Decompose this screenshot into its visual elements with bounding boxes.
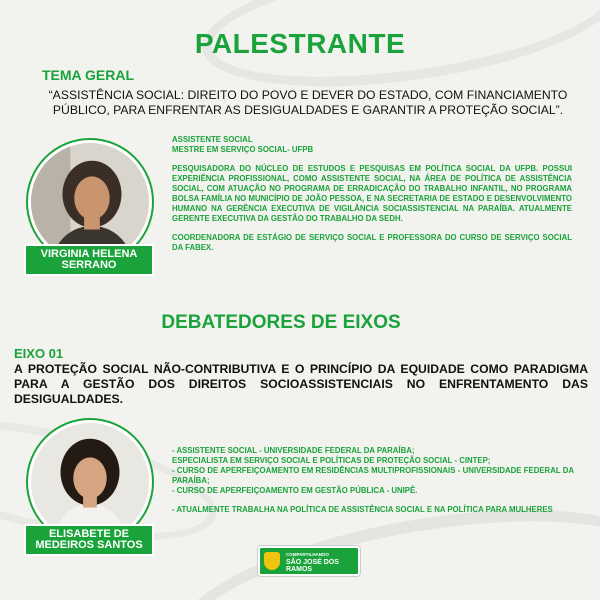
page-title: PALESTRANTE [194,28,406,59]
debater-line-2: ESPECIALISTA EM SERVIÇO SOCIAL E POLÍTICAS DE PROTEÇÃO SOCIAL - CINTEP; [172,456,491,465]
section-title: DEBATEDORES DE EIXOS [161,312,401,333]
debater-info [172,446,574,524]
speaker-card [24,140,160,270]
municipality-logo [258,546,360,576]
crest-icon [264,552,280,570]
speaker-bio: PESQUISADORA DO NÚCLEO DE ESTUDOS E PESQUISAS EM POLÍTICA SOCIAL DA UFPB. POSSUI EXPERIÊNCIA PROFISSIONAL, COMO ASSISTENTE SOCIAL, NA ÁREA DE POLÍTICA DE ASSISTÊNCIA SOCIAL, COM ATUAÇÃO NO PROGRAMA DE ERRADICAÇÃO DO TRABALHO INFANTIL, NO PROGRAMA BOLSA FAMÍLIA NO MUNICÍPIO DE JOÃO PESSOA, E NA SECRETARIA DE ESTADO E DESENVOLVIMENTO HUMANO NA GERÊNCIA EXECUTIVA DE VIGILÂNCIA SOCIASSISTENCIAL NA PARAÍBA. ATUALMENTE GERENTE EXECUTIVA DA GESTÃO DO TRABALHO DA SEDH. [172,164,572,223]
debater-name-badge: ELISABETE DE MEDEIROS SANTOS [24,524,154,556]
debater-line-4: - CURSO DE APERFEIÇOAMENTO EM GESTÃO PÚBLICA - UNIPÊ. [172,486,418,495]
debater-card [24,420,160,550]
speaker-role-2: MESTRE EM SERVIÇO SOCIAL- UFPB [172,145,314,154]
tema-label: TEMA GERAL [42,67,135,83]
speaker-name-badge: VIRGINIA HELENA SERRANO [24,244,154,276]
speaker-role-1: ASSISTENTE SOCIAL [172,135,253,144]
logo-line-1: COMPARTILHANDO [286,552,329,557]
debater-line-3: - CURSO DE APERFEIÇOAMENTO EM RESIDÊNCIAS MULTIPROFISSIONAIS - UNIVERSIDADE FEDERAL DA PARAÍBA; [172,466,574,485]
speaker-bio-2: COORDENADORA DE ESTÁGIO DE SERVIÇO SOCIAL E PROFESSORA DO CURSO DE SERVIÇO SOCIAL DA FABEX. [172,233,572,252]
logo-line-2: SÃO JOSÉ DOS RAMOS [286,559,339,573]
speaker-info [172,135,572,262]
debater-line-5: - ATUALMENTE TRABALHA NA POLÍTICA DE ASSISTÊNCIA SOCIAL E NA POLÍTICA PARA MULHERES [172,505,553,514]
tema-text: “ASSISTÊNCIA SOCIAL: DIREITO DO POVO E DEVER DO ESTADO, COM FINANCIAMENTO PÚBLICO, PARA ENFRENTAR AS DESIGUALDADES E GARANTIR A PROTEÇÃO SOCIAL”. [48,88,568,117]
debater-line-1: - ASSISTENTE SOCIAL - UNIVERSIDADE FEDERAL DA PARAÍBA; [172,446,415,455]
eixo-label: EIXO 01 [14,346,64,361]
eixo-text: A PROTEÇÃO SOCIAL NÃO-CONTRIBUTIVA E O PRINCÍPIO DA EQUIDADE COMO PARADIGMA PARA A GESTÃO DOS DIREITOS SOCIOASSISTENCIAIS NO ENFRENTAMENTO DAS DESIGUALDADES. [14,362,588,406]
